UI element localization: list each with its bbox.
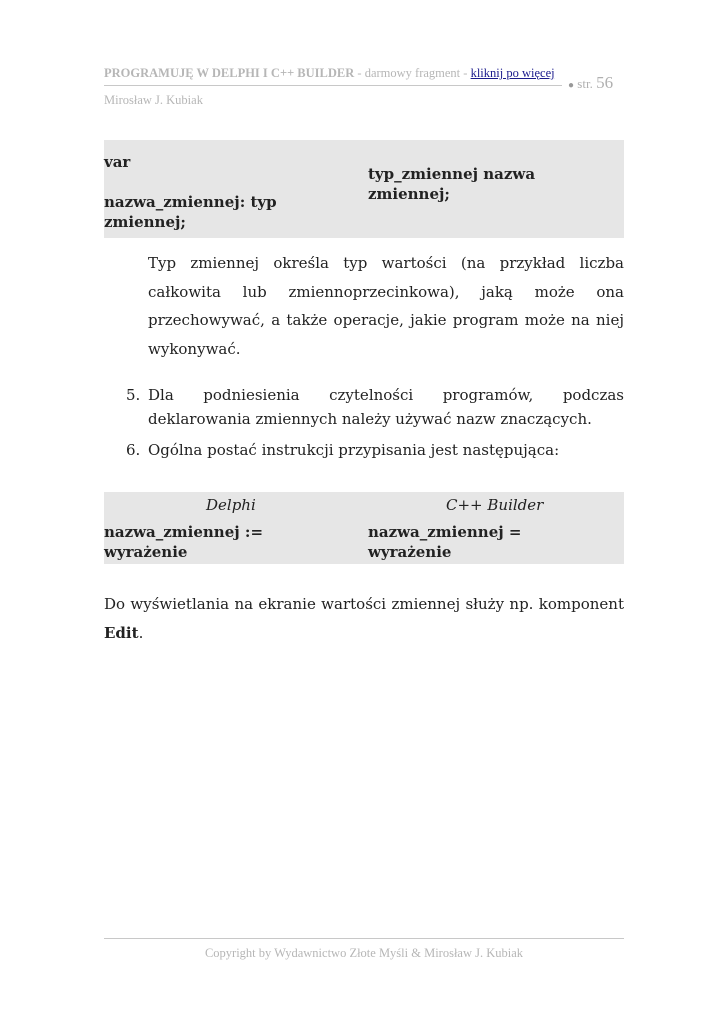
code-line: nazwa_zmiennej := <box>104 523 264 541</box>
delphi-assignment <box>104 522 334 562</box>
component-name: Edit <box>104 624 139 642</box>
paragraph-end: . <box>138 624 144 642</box>
cpp-declaration <box>368 164 598 204</box>
code-line: zmiennej; <box>368 185 450 203</box>
code-line: zmiennej; <box>104 213 186 231</box>
list-number: 6. <box>126 441 141 459</box>
copyright-footer: Copyright by Wydawnictwo Złote Myśli & Mirosław J. Kubiak <box>204 946 524 960</box>
header-rule <box>104 85 562 86</box>
code-line: nazwa_zmiennej = <box>368 523 522 541</box>
header-separator: - <box>460 66 471 80</box>
body-paragraph: Typ zmiennej określa typ wartości (na przykład liczba całkowita lub zmiennoprzecinkowa), jaką może ona przechowywać, a także operacje, jakie program może na niej wykonywać. <box>148 254 624 358</box>
code-line: nazwa_zmiennej: typ <box>104 193 277 211</box>
page-number <box>568 73 613 93</box>
delphi-declaration <box>104 152 334 232</box>
page-prefix: str. <box>577 76 593 91</box>
running-header <box>104 66 562 81</box>
assignment-syntax-box <box>104 492 624 564</box>
code-line: wyrażenie <box>104 543 188 561</box>
column-header-cpp: C++ Builder <box>446 496 544 514</box>
header-separator: - <box>354 66 365 80</box>
paragraph-text: Do wyświetlania na ekranie wartości zmiennej służy np. komponent <box>104 595 624 613</box>
code-line: wyrażenie <box>368 543 452 561</box>
list-text: Dla podniesienia czytelności programów, podczas deklarowania zmiennych należy używać nazw znaczących. <box>148 386 624 428</box>
book-title: PROGRAMUJĘ W DELPHI I C++ BUILDER <box>104 66 355 80</box>
author-name: Mirosław J. Kubiak <box>104 93 203 107</box>
code-line: typ_zmiennej nazwa <box>368 165 536 183</box>
footer-rule <box>104 938 624 939</box>
code-line: var <box>104 153 131 171</box>
list-text: Ogólna postać instrukcji przypisania jest następująca: <box>148 441 560 459</box>
column-header-delphi: Delphi <box>206 496 256 514</box>
body-paragraph <box>104 590 624 648</box>
fragment-label: darmowy fragment <box>364 66 461 80</box>
bullet-icon: ● <box>568 80 575 91</box>
declaration-syntax-box <box>104 140 624 238</box>
page-number-value: 56 <box>596 73 614 92</box>
more-link[interactable]: kliknij po więcej <box>470 66 555 80</box>
list-number: 5. <box>126 386 141 404</box>
cpp-assignment <box>368 522 598 562</box>
